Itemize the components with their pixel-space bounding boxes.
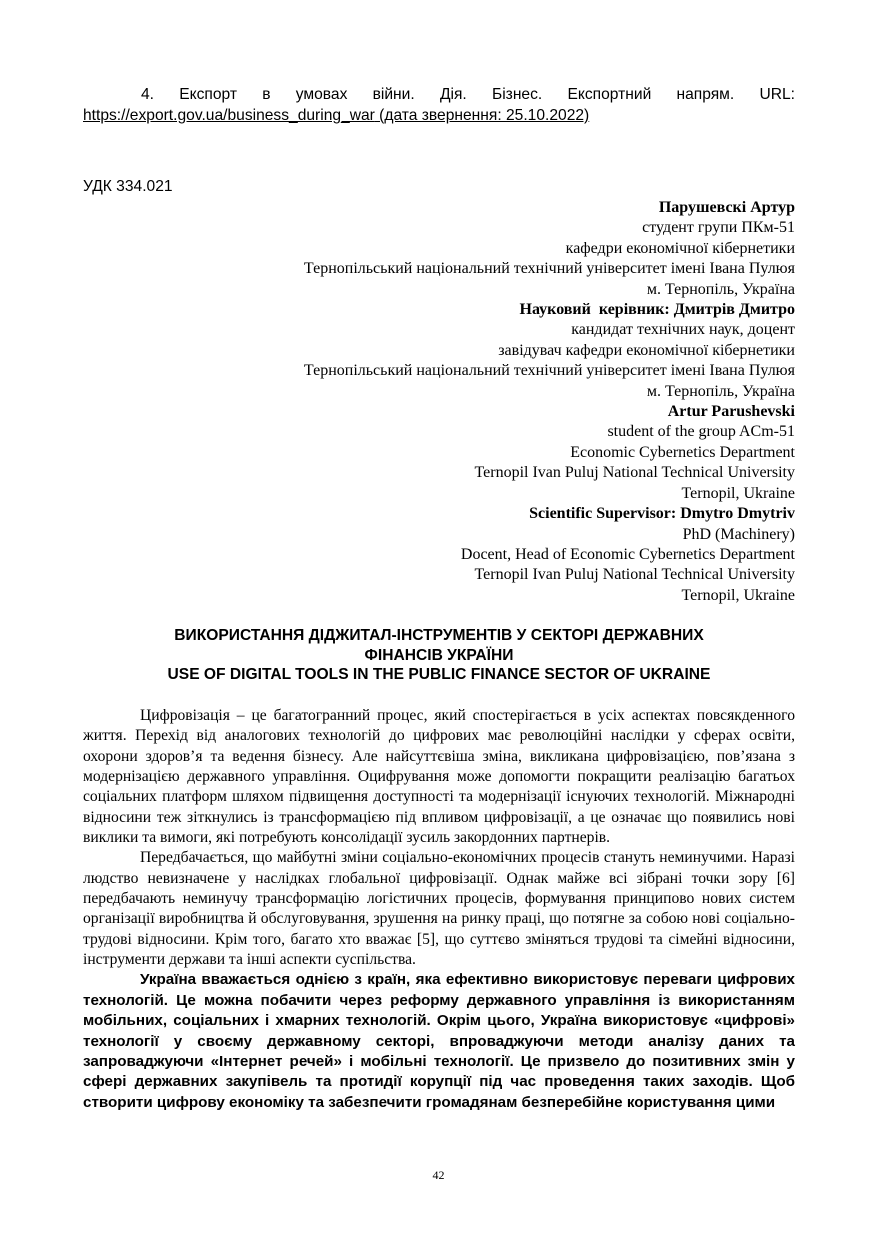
author-ua-line: кафедри економічної кібернетики <box>565 239 795 257</box>
supervisor-ua-line: Тернопільський національний технічний університет імені Івана Пулюя <box>303 362 795 380</box>
author-ua-line: м. Тернопіль, Україна <box>646 280 795 298</box>
supervisor-ua-name: Науковий керівник: Дмитрів Дмитро <box>519 301 795 319</box>
author-block <box>195 198 795 606</box>
title-ua-line: ВИКОРИСТАННЯ ДІДЖИТАЛ-ІНСТРУМЕНТІВ У СЕКТОРІ ДЕРЖАВНИХ <box>174 627 704 644</box>
page-number: 42 <box>432 1168 445 1182</box>
supervisor-ua-line: м. Тернопіль, Україна <box>646 382 795 400</box>
title-en: USE OF DIGITAL TOOLS IN THE PUBLIC FINANCE SECTOR OF UKRAINE <box>167 666 711 683</box>
reference-entry <box>83 84 795 126</box>
paper-title <box>83 626 795 685</box>
reference-url-link[interactable]: https://export.gov.ua/business_during_war <box>83 107 375 124</box>
supervisor-en-line: Ternopil, Ukraine <box>681 586 795 604</box>
author-ua-name: Парушевскі Артур <box>658 199 795 216</box>
body-text <box>83 706 795 1113</box>
paragraph: Цифровізація – це багатогранний процес, який спостерігається в усіх аспектах повсякденного життя. Перехід від аналогових технологій до цифрових має революційні наслідки у сферах освіти, охорони здоров’я та ведення бізнесу. Але найсуттєвіша зміна, викликана цифровізацією, пов’язана з модернізацією державного управління. Оцифрування може допомогти покращити реалізацію багатьох соціальних платформ шляхом підвищення доступності та модернізації існуючих технологій. Міжнародні відносини теж зіткнулись із трансформацією під впливом цифровізації, а це означає що появились нові виклики та вимоги, які потребують консолідації зусиль закордонних партнерів. <box>83 707 795 847</box>
author-en-line: Ternopil, Ukraine <box>681 484 795 502</box>
title-ua-line: ФІНАНСІВ УКРАЇНИ <box>364 646 514 664</box>
supervisor-en-line: Docent, Head of Economic Cybernetics Department <box>460 545 795 563</box>
author-en-name: Artur Parushevski <box>667 403 795 421</box>
author-en-line: Ternopil Ivan Puluj National Technical University <box>474 464 795 482</box>
supervisor-en-name: Scientific Supervisor: Dmytro Dmytriv <box>529 505 795 523</box>
supervisor-en-line: Ternopil Ivan Puluj National Technical University <box>474 566 795 584</box>
supervisor-en-line: PhD (Machinery) <box>682 525 795 543</box>
author-ua-line: Тернопільський національний технічний університет імені Івана Пулюя <box>303 260 795 278</box>
supervisor-ua-line: кандидат технічних наук, доцент <box>571 321 795 339</box>
author-ua-line: студент групи ПКм-51 <box>642 219 795 237</box>
paragraph-bold: Україна вважається однією з країн, яка ефективно використовує переваги цифрових технологій. Це можна побачити через реформу державного управління із використанням мобільних, соціальних і хмарних технологій. Окрім цього, Україна використовує «цифрові» технології у своєму державному секторі, впроваджуючи методи аналізу даних та запроваджуючи «Інтернет речей» і мобільні технології. Це призвело до позитивних змін у сфері державних закупівель та протидії корупції під час проведення таких заходів. Щоб створити цифрову економіку та забезпечити громадянам безперебійне користування цими <box>83 971 795 1111</box>
udk-code: УДК 334.021 <box>83 178 173 195</box>
reference-access-date: (дата звернення: 25.10.2022) <box>374 107 590 124</box>
supervisor-ua-line: завідувач кафедри економічної кібернетики <box>498 341 795 359</box>
reference-line: 4. Експорт в умовах війни. Дія. Бізнес. Експортний напрям. URL: <box>141 86 795 103</box>
author-en-line: student of the group ACm-51 <box>607 423 795 441</box>
author-en-line: Economic Cybernetics Department <box>570 443 795 461</box>
paragraph: Передбачається, що майбутні зміни соціально-економічних процесів стануть неминучими. Наразі людство невизначене у наслідках глобальної цифровізації. Однак майже всі зібрані точки зору [6] передбачають неминучу трансформацію логістичних процесів, формування принципово нових систем організації виробництва й обслуговування, зрушення на ринку праці, що потягне за собою нові соціально-трудові відносини. Крім того, багато хто вважає [5], що суттєво зміняться трудові та сімейні відносини, інструменти держави та інші аспекти суспільства. <box>83 849 795 969</box>
